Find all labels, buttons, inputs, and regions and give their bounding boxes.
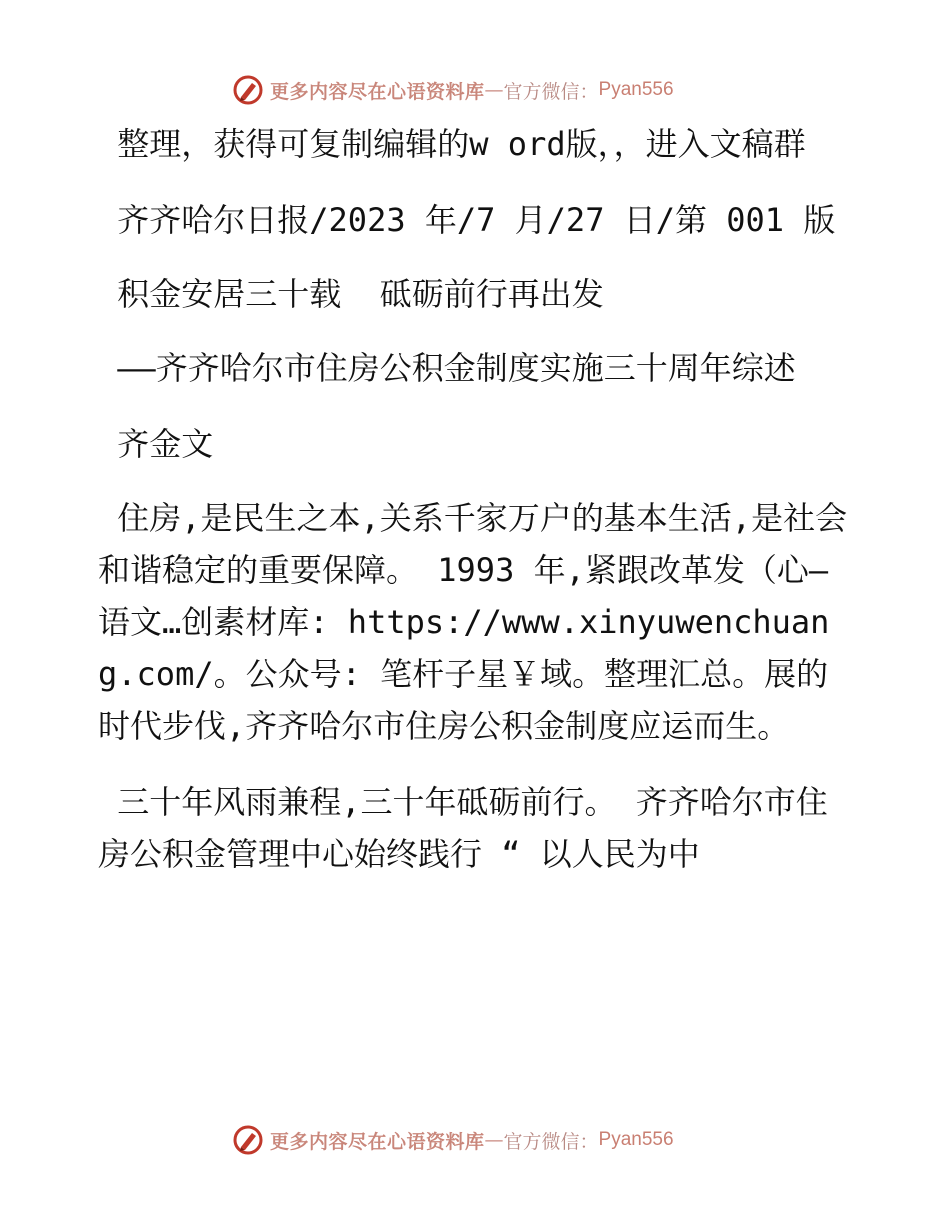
headline: 积金安居三十载 砥砺前行再出发 xyxy=(98,275,604,313)
pen-circle-logo-icon xyxy=(232,1124,264,1156)
paragraph-1: 住房,是民生之本,关系千家万户的基本生活,是社会和谐稳定的重要保障。 1993 年,紧跟改革发（心—语文…创素材库: https://www.xinyuwenchuang.com/。公众号: 笔杆子星￥域。整理汇总。展的时代步伐,齐齐哈尔市住房公积金制度应运而生。 xyxy=(98,499,848,745)
source-line: 齐齐哈尔日报/2023 年/7 月/27 日/第 001 版 xyxy=(98,201,836,239)
banner-main-text: 更多内容尽在心语资料库 xyxy=(270,1130,485,1153)
banner-main-text: 更多内容尽在心语资料库 xyxy=(270,80,485,103)
document-body xyxy=(98,118,858,904)
paragraph-2: 三十年风雨兼程,三十年砥砺前行。 齐齐哈尔市住房公积金管理中心始终践行 “ 以人民为中 xyxy=(98,783,828,873)
banner-separator: — xyxy=(484,79,504,101)
author: 齐金文 xyxy=(98,425,214,463)
banner-wechat-label: 官方微信： xyxy=(503,1130,599,1153)
pen-circle-logo-icon xyxy=(232,74,264,106)
banner-wechat-id: Pyan556 xyxy=(598,79,674,100)
header-banner xyxy=(232,72,674,108)
banner-wechat-id: Pyan556 xyxy=(598,1129,674,1150)
footer-banner xyxy=(232,1122,674,1158)
subheadline: ——齐齐哈尔市住房公积金制度实施三十周年综述 xyxy=(98,349,796,387)
banner-wechat-label: 官方微信： xyxy=(503,80,599,103)
intro-line: 整理，获得可复制编辑的w ord版，，进入文稿群 xyxy=(98,125,806,163)
banner-separator: — xyxy=(484,1129,504,1151)
